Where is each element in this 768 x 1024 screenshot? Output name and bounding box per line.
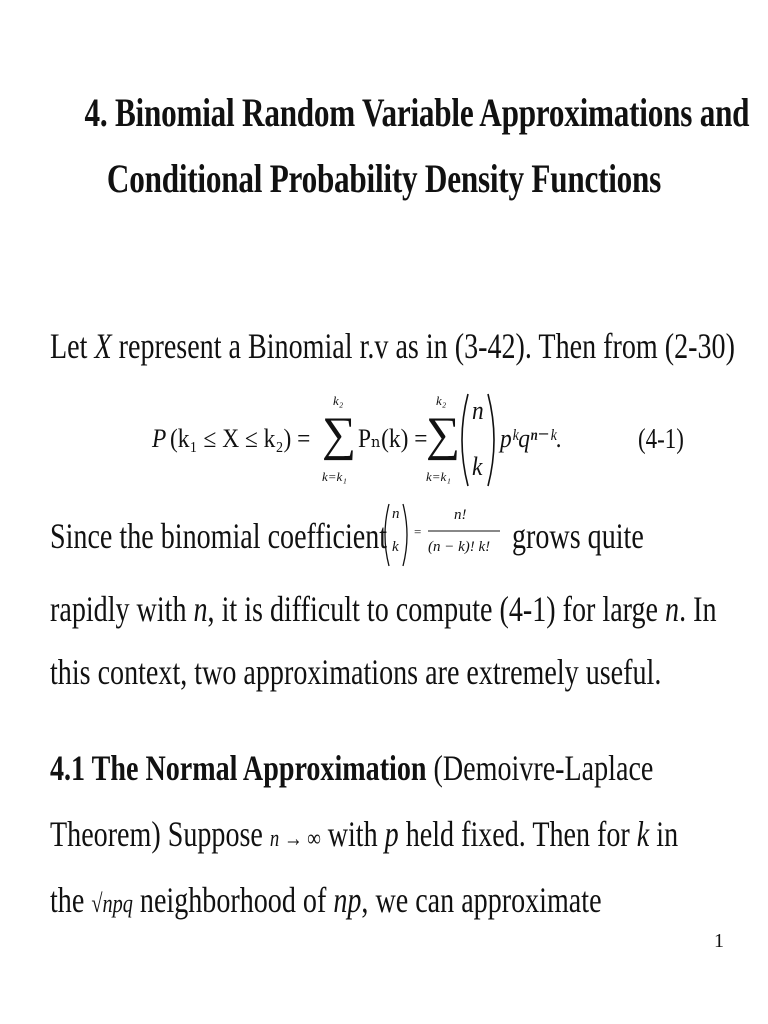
sum2-lower: k=k₁ [426,469,451,484]
binom-bottom-k: k [472,452,483,481]
section-line2-d: in [649,814,679,854]
section-line2-b: with [320,814,385,854]
sum2-upper: k₂ [436,393,447,408]
sum1-upper: k₂ [333,393,344,408]
para1-line2-c: . In [679,589,717,629]
para1-line2-a: rapidly with [50,589,194,629]
section-line3-c: , we can approximate [361,880,602,920]
page-number: 1 [714,930,724,952]
intro-post: represent a Binomial r.v as in (3-42). Then from (2-30) [111,326,735,366]
section-line2-c: held fixed. Then for [398,814,637,854]
section-heading-line [50,746,653,790]
section-line3-b: neighborhood of [132,880,334,920]
section-line2 [50,812,678,861]
sum2-symbol: ∑ [426,408,461,461]
eq-term1: Pₙ(k) = [358,424,428,453]
limit-expression: n → ∞ [269,826,321,852]
binom-top-n: n [472,396,484,425]
var-n: n [193,589,208,629]
var-k: k [636,814,650,854]
binom-line-pre: Since the binomial coefficient [50,516,388,556]
equation-number: (4-1) [638,424,684,455]
var-n: n [665,589,680,629]
sum1-lower: k=k₁ [322,469,347,484]
binom-coef-equals: = [414,524,422,539]
section-heading: 4.1 The Normal Approximation [50,748,427,788]
intro-line [50,324,735,368]
eq-term2: pᵏqⁿ⁻ᵏ. [500,424,563,453]
eq-lhs-p: P [152,424,167,453]
para1-line2-b: , it is difficult to compute (4-1) for large [207,589,666,629]
var-x: X [94,326,112,366]
var-p: p [384,814,399,854]
fraction-bar [428,530,502,534]
intro-pre: Let [50,326,95,366]
binom-coef-bottom: k [392,539,399,555]
eq-lhs-args: (k₁ ≤ X ≤ k₂) = [170,424,311,453]
section-heading-rest: (Demoivre-Laplace [426,748,654,788]
section-line2-a: Theorem) Suppose [50,814,270,854]
binom-line-post: grows quite [512,516,644,556]
var-np: np [333,880,362,920]
slide-title-line-2: Conditional Probability Density Functions [106,156,662,201]
sqrt-npq: √npq [91,889,133,918]
fraction-numerator: n! [454,507,467,523]
section-line3-a: the [50,880,92,920]
para1-line2 [50,587,717,631]
sum1-symbol: ∑ [322,408,357,461]
binom-coef-top: n [392,506,400,522]
para1-line3: this context, two approximations are extremely useful. [50,652,662,692]
slide-title-line-1: 4. Binomial Random Variable Approximations and [84,90,750,135]
fraction-denominator: (n − k)! k! [428,539,491,555]
section-line3 [50,878,602,926]
